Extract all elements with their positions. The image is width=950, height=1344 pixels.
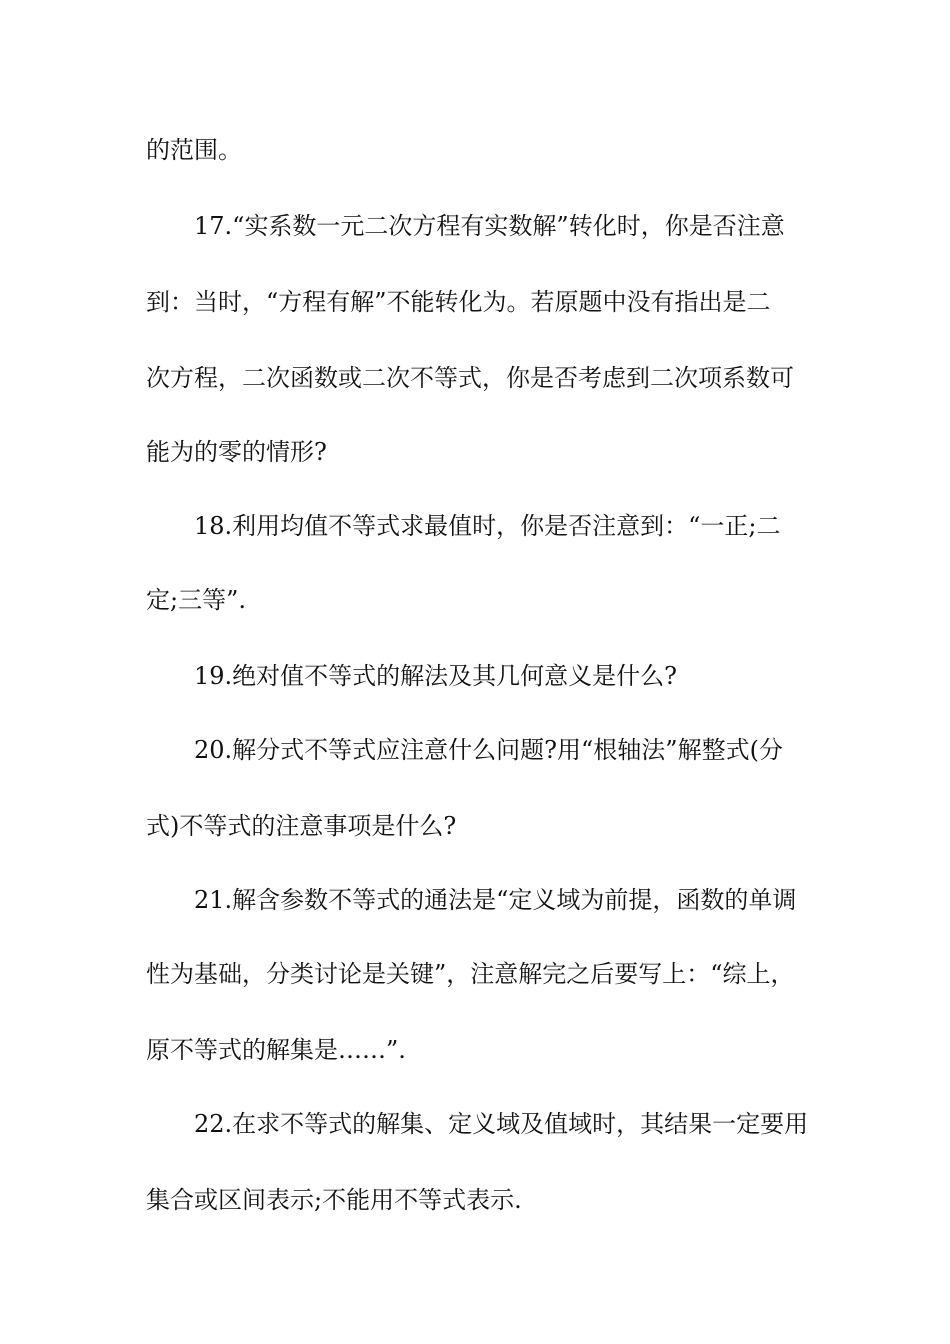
text-line: 能为的零的情形? (146, 438, 327, 466)
text-line: 18.利用均值不等式求最值时，你是否注意到：“一正;二 (194, 512, 781, 540)
text-line: 式)不等式的注意事项是什么? (146, 812, 457, 840)
text-line: 22.在求不等式的解集、定义域及值域时，其结果一定要用 (194, 1110, 809, 1138)
text-line: 的范围。 (146, 136, 242, 164)
text-line: 20.解分式不等式应注意什么问题?用“根轴法”解整式(分 (194, 736, 783, 764)
text-line: 17.“实系数一元二次方程有实数解”转化时，你是否注意 (194, 212, 785, 240)
text-line: 21.解含参数不等式的通法是“定义域为前提，函数的单调 (194, 886, 797, 914)
text-line: 到：当时，“方程有解”不能转化为。若原题中没有指出是二 (146, 288, 771, 316)
text-line: 次方程，二次函数或二次不等式，你是否考虑到二次项系数可 (146, 364, 794, 392)
text-line: 19.绝对值不等式的解法及其几何意义是什么? (194, 662, 678, 690)
text-line: 集合或区间表示;不能用不等式表示. (146, 1186, 522, 1214)
text-line: 定;三等”. (146, 586, 246, 614)
text-line: 性为基础，分类讨论是关键”，注意解完之后要写上：“综上， (146, 960, 795, 988)
text-line: 原不等式的解集是……”. (146, 1036, 406, 1064)
